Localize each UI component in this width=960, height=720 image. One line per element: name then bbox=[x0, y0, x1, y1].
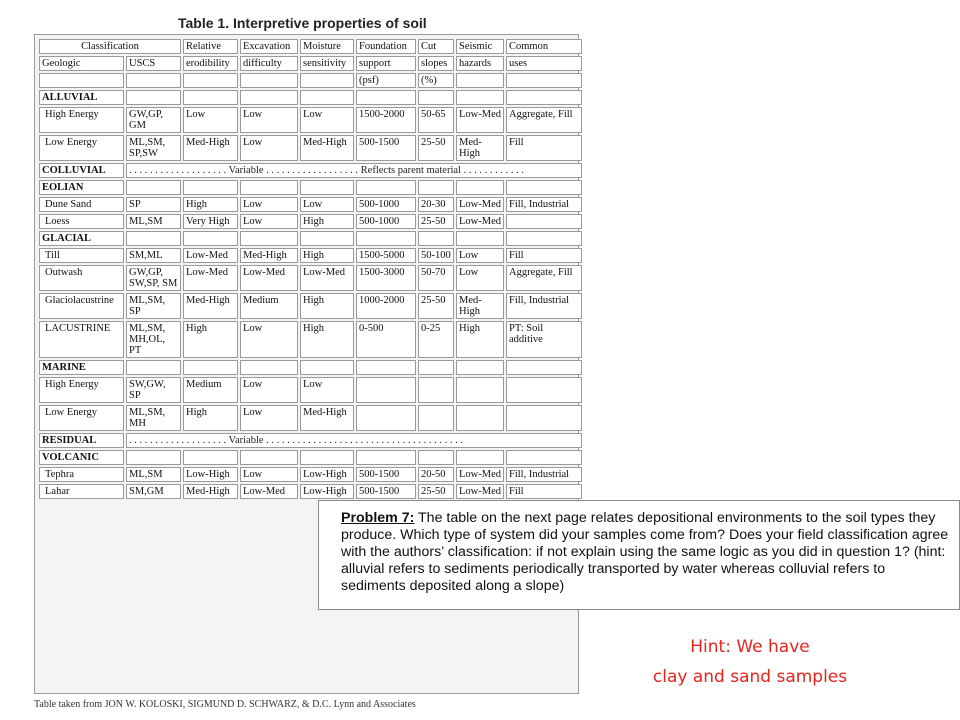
table-cell: Med-High bbox=[240, 248, 298, 263]
header-cell: Geologic bbox=[39, 56, 124, 71]
table-cell: 500-1000 bbox=[356, 214, 416, 229]
empty-cell bbox=[300, 360, 354, 375]
section-row bbox=[39, 360, 582, 375]
hint-line-1: Hint: We have bbox=[690, 637, 810, 657]
table-cell bbox=[356, 377, 416, 403]
table-cell: Low bbox=[240, 135, 298, 161]
empty-cell bbox=[418, 231, 454, 246]
table-cell: High bbox=[183, 321, 238, 358]
table-cell: Med-High bbox=[300, 135, 354, 161]
variable-row bbox=[39, 433, 582, 448]
header-cell: hazards bbox=[456, 56, 504, 71]
empty-cell bbox=[240, 360, 298, 375]
empty-cell bbox=[126, 180, 181, 195]
empty-cell bbox=[300, 450, 354, 465]
empty-cell bbox=[418, 90, 454, 105]
empty-cell bbox=[356, 450, 416, 465]
table-cell: Very High bbox=[183, 214, 238, 229]
row-label-cell: Glaciolacustrine bbox=[39, 293, 124, 319]
table-cell: ML,SM bbox=[126, 214, 181, 229]
table-cell: Low-High bbox=[300, 467, 354, 482]
header-cell bbox=[300, 73, 354, 88]
empty-cell bbox=[356, 180, 416, 195]
header-cell: sensitivity bbox=[300, 56, 354, 71]
table-cell: Fill bbox=[506, 484, 582, 499]
empty-cell bbox=[506, 90, 582, 105]
table-cell: Low-High bbox=[300, 484, 354, 499]
table-row bbox=[39, 265, 582, 291]
row-label-cell: Outwash bbox=[39, 265, 124, 291]
empty-cell bbox=[183, 450, 238, 465]
table-cell: 1500-2000 bbox=[356, 107, 416, 133]
table-row bbox=[39, 214, 582, 229]
table-cell: Low bbox=[240, 467, 298, 482]
table-cell bbox=[456, 405, 504, 431]
empty-cell bbox=[300, 231, 354, 246]
table-cell: 500-1500 bbox=[356, 467, 416, 482]
table-cell: 50-100 bbox=[418, 248, 454, 263]
table-cell: Low-Med bbox=[240, 265, 298, 291]
table-cell: Low bbox=[240, 377, 298, 403]
header-cell bbox=[456, 73, 504, 88]
table-cell: 20-30 bbox=[418, 197, 454, 212]
empty-cell bbox=[418, 180, 454, 195]
table-cell bbox=[418, 377, 454, 403]
variable-row bbox=[39, 163, 582, 178]
header-cell: erodibility bbox=[183, 56, 238, 71]
table-cell: Low-Med bbox=[183, 265, 238, 291]
table-cell: Low bbox=[240, 321, 298, 358]
section-label: EOLIAN bbox=[39, 180, 124, 195]
empty-cell bbox=[506, 180, 582, 195]
table-cell: 500-1500 bbox=[356, 484, 416, 499]
empty-cell bbox=[456, 450, 504, 465]
empty-cell bbox=[183, 180, 238, 195]
row-label-cell: Lahar bbox=[39, 484, 124, 499]
row-label-cell: Till bbox=[39, 248, 124, 263]
table-cell: Low bbox=[240, 197, 298, 212]
table-cell: Low bbox=[240, 214, 298, 229]
empty-cell bbox=[126, 231, 181, 246]
table-cell: Fill, Industrial bbox=[506, 293, 582, 319]
empty-cell bbox=[506, 231, 582, 246]
header-cell: slopes bbox=[418, 56, 454, 71]
table-cell: 500-1500 bbox=[356, 135, 416, 161]
header-cell: Classification bbox=[39, 39, 181, 54]
table-row bbox=[39, 107, 582, 133]
table-row bbox=[39, 467, 582, 482]
empty-cell bbox=[126, 450, 181, 465]
row-label-cell: Loess bbox=[39, 214, 124, 229]
row-label-cell: LACUSTRINE bbox=[39, 321, 124, 358]
table-cell: High bbox=[300, 214, 354, 229]
table-cell: Aggregate, Fill bbox=[506, 107, 582, 133]
table-cell bbox=[506, 214, 582, 229]
empty-cell bbox=[126, 360, 181, 375]
table-cell: Med-High bbox=[456, 293, 504, 319]
table-cell: Low-High bbox=[183, 467, 238, 482]
header-cell bbox=[506, 73, 582, 88]
table-cell: GW,GP, GM bbox=[126, 107, 181, 133]
table-cell: ML,SM, SP bbox=[126, 293, 181, 319]
table-cell: High bbox=[456, 321, 504, 358]
table-cell: 25-50 bbox=[418, 293, 454, 319]
empty-cell bbox=[356, 360, 416, 375]
table-cell: 25-50 bbox=[418, 135, 454, 161]
row-label-cell: Tephra bbox=[39, 467, 124, 482]
table-cell: Fill, Industrial bbox=[506, 197, 582, 212]
table-cell: Low-Med bbox=[456, 214, 504, 229]
empty-cell bbox=[456, 360, 504, 375]
section-row bbox=[39, 90, 582, 105]
header-row-3 bbox=[39, 73, 582, 88]
table-cell: SW,GW, SP bbox=[126, 377, 181, 403]
table-cell: 50-65 bbox=[418, 107, 454, 133]
empty-cell bbox=[300, 180, 354, 195]
table-cell: Low-Med bbox=[456, 467, 504, 482]
table-cell: 20-50 bbox=[418, 467, 454, 482]
table-title: Table 1. Interpretive properties of soil bbox=[178, 15, 427, 31]
table-cell: Low bbox=[240, 107, 298, 133]
empty-cell bbox=[183, 360, 238, 375]
table-cell: Fill bbox=[506, 248, 582, 263]
header-cell: difficulty bbox=[240, 56, 298, 71]
table-cell: Fill bbox=[506, 135, 582, 161]
section-label: GLACIAL bbox=[39, 231, 124, 246]
empty-cell bbox=[240, 180, 298, 195]
table-cell: Med-High bbox=[300, 405, 354, 431]
empty-cell bbox=[183, 90, 238, 105]
table-cell bbox=[506, 377, 582, 403]
variable-note: . . . . . . . . . . . . . . . . . . . Variable . . . . . . . . . . . . . . . . . . Reflects parent material . . . . . . . . . . . . bbox=[126, 163, 582, 178]
hint-note bbox=[630, 632, 870, 692]
table-cell: ML,SM bbox=[126, 467, 181, 482]
table-cell: PT: Soil additive bbox=[506, 321, 582, 358]
table-cell: High bbox=[300, 321, 354, 358]
table-cell: Low-Med bbox=[240, 484, 298, 499]
table-row bbox=[39, 248, 582, 263]
problem-7-box bbox=[318, 500, 960, 610]
header-cell: Foundation bbox=[356, 39, 416, 54]
row-label-cell: High Energy bbox=[39, 377, 124, 403]
empty-cell bbox=[240, 231, 298, 246]
table-cell: ML,SM, MH,OL, PT bbox=[126, 321, 181, 358]
empty-cell bbox=[126, 90, 181, 105]
table-cell: ML,SM, MH bbox=[126, 405, 181, 431]
table-cell: Low bbox=[300, 377, 354, 403]
section-label: COLLUVIAL bbox=[39, 163, 124, 178]
header-cell: Common bbox=[506, 39, 582, 54]
table-cell: 0-500 bbox=[356, 321, 416, 358]
empty-cell bbox=[456, 231, 504, 246]
table-cell: Low-Med bbox=[456, 197, 504, 212]
empty-cell bbox=[240, 450, 298, 465]
table-source-note: Table taken from JON W. KOLOSKI, SIGMUND D. SCHWARZ, & D.C. Lynn and Associates bbox=[34, 699, 416, 710]
header-cell: Moisture bbox=[300, 39, 354, 54]
empty-cell bbox=[456, 90, 504, 105]
problem-text: The table on the next page relates depositional environments to the soil types they produce. Which type of system did your samples come from? Does your field classification agree with the authors’ classification: if not explain using the same logic as you did in question 1? (hint: alluvial refers to sediments periodically transported by water whereas colluvial refers to sediments deposited along a slope) bbox=[341, 510, 949, 594]
empty-cell bbox=[356, 231, 416, 246]
row-label-cell: Low Energy bbox=[39, 135, 124, 161]
table-row bbox=[39, 484, 582, 499]
table-cell: 1500-5000 bbox=[356, 248, 416, 263]
table-cell: Low-Med bbox=[456, 107, 504, 133]
header-cell: Excavation bbox=[240, 39, 298, 54]
header-cell bbox=[240, 73, 298, 88]
table-cell: ML,SM, SP,SW bbox=[126, 135, 181, 161]
hint-line-2: clay and sand samples bbox=[652, 667, 848, 687]
table-cell: 1500-3000 bbox=[356, 265, 416, 291]
table-cell: SM,ML bbox=[126, 248, 181, 263]
table-cell: 500-1000 bbox=[356, 197, 416, 212]
table-cell: Low bbox=[300, 107, 354, 133]
section-row bbox=[39, 450, 582, 465]
table-cell: Medium bbox=[183, 377, 238, 403]
soil-properties-table bbox=[37, 37, 584, 501]
table-cell: Med-High bbox=[183, 135, 238, 161]
table-cell: Low-Med bbox=[456, 484, 504, 499]
table-cell: High bbox=[300, 293, 354, 319]
section-label: ALLUVIAL bbox=[39, 90, 124, 105]
table-cell: Low bbox=[240, 405, 298, 431]
table-cell bbox=[418, 405, 454, 431]
row-label-cell: Low Energy bbox=[39, 405, 124, 431]
table-cell: Low bbox=[456, 265, 504, 291]
table-cell: SM,GM bbox=[126, 484, 181, 499]
empty-cell bbox=[356, 90, 416, 105]
table-cell: 25-50 bbox=[418, 214, 454, 229]
header-cell: Seismic bbox=[456, 39, 504, 54]
table-cell: High bbox=[183, 197, 238, 212]
empty-cell bbox=[506, 450, 582, 465]
problem-label: Problem 7: bbox=[341, 510, 415, 526]
empty-cell bbox=[183, 231, 238, 246]
row-label-cell: High Energy bbox=[39, 107, 124, 133]
table-cell: High bbox=[183, 405, 238, 431]
table-row bbox=[39, 135, 582, 161]
table-row bbox=[39, 377, 582, 403]
table-row bbox=[39, 197, 582, 212]
section-row bbox=[39, 231, 582, 246]
table-cell: Med-High bbox=[183, 293, 238, 319]
empty-cell bbox=[300, 90, 354, 105]
table-cell: 1000-2000 bbox=[356, 293, 416, 319]
table-row bbox=[39, 293, 582, 319]
table-cell: Med-High bbox=[456, 135, 504, 161]
table-cell bbox=[506, 405, 582, 431]
table-cell: GW,GP, SW,SP, SM bbox=[126, 265, 181, 291]
header-row-1 bbox=[39, 39, 582, 54]
header-cell bbox=[126, 73, 181, 88]
table-row bbox=[39, 405, 582, 431]
section-label: MARINE bbox=[39, 360, 124, 375]
table-cell bbox=[456, 377, 504, 403]
empty-cell bbox=[418, 360, 454, 375]
table-cell: 50-70 bbox=[418, 265, 454, 291]
table-cell: Low-Med bbox=[300, 265, 354, 291]
header-cell: uses bbox=[506, 56, 582, 71]
header-row-2 bbox=[39, 56, 582, 71]
table-cell: Fill, Industrial bbox=[506, 467, 582, 482]
table-row bbox=[39, 321, 582, 358]
empty-cell bbox=[418, 450, 454, 465]
table-cell: 0-25 bbox=[418, 321, 454, 358]
table-cell: 25-50 bbox=[418, 484, 454, 499]
row-label-cell: Dune Sand bbox=[39, 197, 124, 212]
header-cell bbox=[183, 73, 238, 88]
header-cell bbox=[39, 73, 124, 88]
table-cell: Medium bbox=[240, 293, 298, 319]
empty-cell bbox=[506, 360, 582, 375]
empty-cell bbox=[456, 180, 504, 195]
table-cell: High bbox=[300, 248, 354, 263]
header-cell: Cut bbox=[418, 39, 454, 54]
header-cell: support bbox=[356, 56, 416, 71]
section-label: VOLCANIC bbox=[39, 450, 124, 465]
header-cell: (%) bbox=[418, 73, 454, 88]
empty-cell bbox=[240, 90, 298, 105]
table-cell: Low bbox=[300, 197, 354, 212]
header-cell: Relative bbox=[183, 39, 238, 54]
table-cell: Med-High bbox=[183, 484, 238, 499]
table-cell: Low-Med bbox=[183, 248, 238, 263]
table-cell: Low bbox=[456, 248, 504, 263]
table-cell: SP bbox=[126, 197, 181, 212]
section-label: RESIDUAL bbox=[39, 433, 124, 448]
section-row bbox=[39, 180, 582, 195]
header-cell: (psf) bbox=[356, 73, 416, 88]
table-cell bbox=[356, 405, 416, 431]
header-cell: USCS bbox=[126, 56, 181, 71]
table-cell: Low bbox=[183, 107, 238, 133]
table-cell: Aggregate, Fill bbox=[506, 265, 582, 291]
variable-note: . . . . . . . . . . . . . . . . . . . Variable . . . . . . . . . . . . . . . . . . . . . . . . . . . . . . . . . . . . . . bbox=[126, 433, 582, 448]
